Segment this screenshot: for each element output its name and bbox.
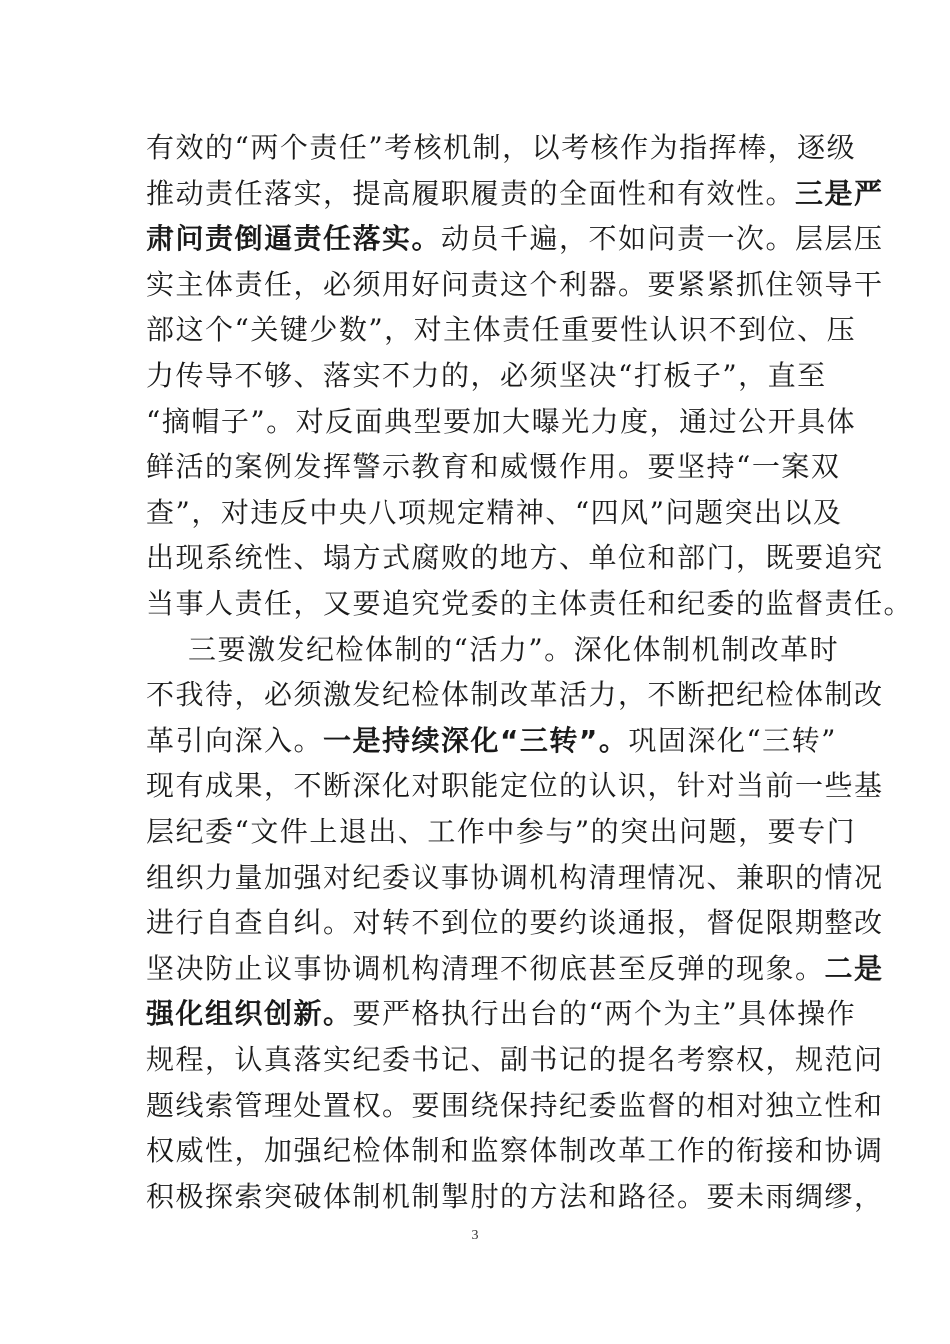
text-segment: 力传导不够、落实不力的，必须坚决“打板子”，直至	[146, 359, 827, 392]
text-segment: 出现系统性、塌方式腐败的地方、单位和部门，既要追究	[146, 541, 884, 575]
text-line	[146, 992, 857, 1036]
text-line	[146, 1084, 884, 1128]
text-segment: 三要激发纪检体制的“活力”。	[188, 632, 574, 666]
text-segment: 深化体制机制改革时	[573, 632, 840, 666]
text-line	[146, 308, 857, 352]
page-number: 3	[471, 1228, 479, 1243]
text-segment: 要严格执行出台的“两个为主”具体操作	[352, 997, 857, 1031]
text-line	[146, 719, 837, 763]
bold-text-segment: 二是	[824, 951, 884, 985]
text-segment: 权威性，加强纪检体制和监察体制改革工作的衔接和协调	[146, 1134, 884, 1168]
text-line	[146, 445, 841, 489]
bold-text-segment: 一是持续深化“三转”。	[323, 723, 629, 757]
text-segment: 现有成果，不断深化对职能定位的认识，针对当前一些基	[146, 769, 884, 803]
text-line	[146, 354, 827, 398]
text-segment: 部这个“关键少数”，对主体责任重要性认识不到位、压	[146, 313, 857, 347]
text-line	[146, 263, 884, 307]
text-line	[146, 1129, 884, 1173]
text-line	[146, 810, 857, 854]
text-line	[146, 582, 914, 626]
text-line	[146, 400, 857, 444]
text-line	[146, 673, 884, 717]
text-line	[146, 1175, 884, 1219]
text-segment: 积极探索突破体制机制掣肘的方法和路径。要未雨绸缪，	[146, 1179, 884, 1213]
text-segment: 层纪委“文件上退出、工作中参与”的突出问题，要专门	[146, 815, 857, 848]
bold-text-segment: 肃问责倒逼责任落实。	[146, 222, 442, 256]
text-segment: 实主体责任，必须用好问责这个利器。要紧紧抓住领导干	[146, 267, 884, 301]
text-line	[146, 856, 884, 900]
text-line	[146, 217, 884, 261]
text-line	[146, 1038, 884, 1082]
text-line	[146, 901, 884, 945]
text-segment: 题线索管理处置权。要围绕保持纪委监督的相对独立性和	[146, 1088, 884, 1122]
text-line	[146, 764, 884, 808]
bold-text-segment: 三是严	[795, 176, 884, 210]
text-segment: 鲜活的案例发挥警示教育和威慑作用。要坚持“一案双	[146, 450, 841, 484]
text-segment: 推动责任落实，提高履职履责的全面性和有效性。	[146, 176, 796, 210]
text-segment: 查”，对违反中央八项规定精神、“四风”问题突出以及	[146, 495, 843, 529]
text-segment: 动员千遍，不如问责一次。层层压	[441, 222, 884, 256]
text-segment: 规程，认真落实纪委书记、副书记的提名考察权，规范问	[146, 1043, 884, 1076]
text-segment: 不我待，必须激发纪检体制改革活力，不断把纪检体制改	[146, 678, 884, 712]
text-segment: 组织力量加强对纪委议事协调机构清理情况、兼职的情况	[146, 860, 884, 894]
text-line	[146, 536, 884, 580]
text-segment: 坚决防止议事协调机构清理不彻底甚至反弹的现象。	[146, 951, 825, 985]
text-line	[146, 947, 884, 991]
text-segment: “摘帽子”。对反面典型要加大曝光力度，通过公开具体	[146, 404, 857, 438]
text-segment: 革引向深入。	[146, 723, 324, 757]
text-segment: 有效的“两个责任”考核机制，以考核作为指挥棒，逐级	[146, 131, 857, 164]
bold-text-segment: 强化组织创新。	[146, 997, 353, 1031]
text-segment: 当事人责任，又要追究党委的主体责任和纪委的监督责任。	[146, 587, 914, 620]
text-line	[146, 491, 843, 535]
text-line	[146, 172, 884, 216]
text-segment: 巩固深化“三转”	[628, 723, 837, 757]
text-segment: 进行自查自纠。对转不到位的要约谈通报，督促限期整改	[146, 906, 884, 940]
text-line	[188, 628, 840, 672]
text-line	[146, 126, 857, 170]
